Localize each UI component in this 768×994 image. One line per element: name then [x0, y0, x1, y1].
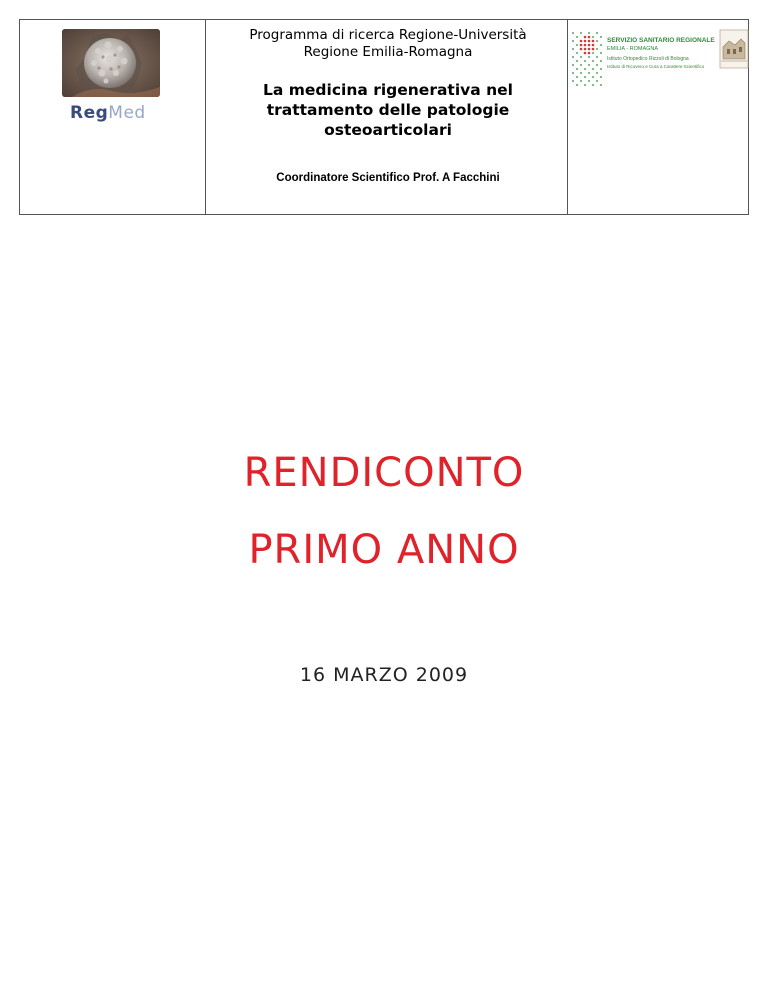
ssr-dot: [576, 76, 578, 78]
ssr-dot: [572, 80, 574, 82]
ssr-dot: [576, 84, 578, 86]
ssr-dot: [592, 40, 595, 43]
ssr-dot: [576, 36, 578, 38]
ssr-dot: [576, 44, 578, 46]
ssr-dot: [588, 52, 591, 55]
ssr-dot: [592, 44, 595, 47]
ssr-dot: [588, 40, 591, 43]
ssr-dot: [600, 60, 602, 62]
program-line-2: Regione Emilia-Romagna: [303, 44, 473, 60]
ssr-dot: [600, 84, 602, 86]
ssr-dot: [592, 52, 594, 54]
ssr-dot: [580, 72, 582, 74]
coordinator-line: Coordinatore Scientifico Prof. A Facchini: [276, 172, 500, 184]
ssr-dot: [572, 48, 574, 50]
ssr-dot: [584, 40, 587, 43]
ssr-dot: [584, 36, 587, 39]
ssr-dot: [576, 52, 578, 54]
ssr-dot: [584, 84, 586, 86]
ssr-dot: [592, 36, 594, 38]
ssr-dot: [580, 80, 582, 82]
ssr-dot: [600, 52, 602, 54]
regmed-wordmark-reg: Reg: [70, 103, 109, 123]
ssr-dot: [596, 56, 598, 58]
title-line-3: osteoarticolari: [324, 121, 452, 139]
regmed-wordmark-med: Med: [108, 103, 146, 123]
ssr-dot: [572, 40, 574, 42]
ssr-dot: [584, 52, 587, 55]
ssr-dot: [588, 44, 591, 47]
ssr-line-3: Istituto Ortopedico Rizzoli di Bologna: [607, 56, 689, 62]
title-line-2: trattamento delle patologie: [266, 101, 510, 119]
ssr-dot: [580, 64, 582, 66]
header-divider-left: [205, 20, 206, 214]
ssr-dot: [588, 80, 590, 82]
ssr-dot: [600, 44, 602, 46]
ssr-dot-grid-icon: [571, 31, 607, 87]
ssr-dot: [596, 40, 598, 42]
header-table: [19, 19, 749, 215]
rizzoli-building-icon: [719, 29, 749, 69]
ssr-line-2: EMILIA - ROMAGNA: [607, 46, 659, 52]
report-date: 16 MARZO 2009: [299, 664, 469, 686]
ssr-dot: [596, 48, 598, 50]
ssr-dot: [592, 48, 595, 51]
regmed-logo: [62, 29, 160, 131]
ssr-dot: [588, 56, 590, 58]
ssr-dot: [576, 68, 578, 70]
ssr-dot: [588, 32, 590, 34]
report-title-line-1: RENDICONTO: [243, 450, 525, 496]
ssr-line-1: SERVIZIO SANITARIO REGIONALE: [607, 37, 715, 44]
ssr-dot: [592, 76, 594, 78]
regmed-cell-micrograph-icon: [62, 29, 160, 97]
ssr-line-4: Istituto di Ricovero e Cura a Carattere Scientifico: [607, 64, 705, 69]
regmed-wordmark: [70, 103, 146, 123]
report-title-line-2: PRIMO ANNO: [248, 527, 520, 573]
ssr-dot: [600, 36, 602, 38]
ssr-dot: [588, 48, 591, 51]
ssr-dot: [576, 60, 578, 62]
ssr-dot: [572, 64, 574, 66]
ssr-dot: [572, 72, 574, 74]
ssr-dot: [584, 76, 586, 78]
ssr-dot: [580, 56, 582, 58]
ssr-dot: [572, 56, 574, 58]
ssr-dot: [588, 36, 591, 39]
ssr-dot: [584, 44, 587, 47]
program-line-1: Programma di ricerca Regione-Università: [249, 27, 527, 43]
ssr-dot: [584, 68, 586, 70]
ssr-logo: [571, 29, 751, 89]
ssr-dot: [588, 64, 590, 66]
ssr-dot: [596, 32, 598, 34]
ssr-dot: [580, 48, 583, 51]
ssr-dot: [580, 44, 583, 47]
ssr-dot: [596, 80, 598, 82]
ssr-dot: [584, 60, 586, 62]
ssr-dot: [600, 68, 602, 70]
ssr-dot: [592, 68, 594, 70]
ssr-dot: [580, 40, 583, 43]
program-heading: [207, 27, 569, 61]
ssr-dot: [596, 64, 598, 66]
ssr-dot: [580, 32, 582, 34]
ssr-dot: [592, 84, 594, 86]
title-line-1: La medicina rigenerativa nel: [263, 81, 513, 99]
ssr-dot: [600, 76, 602, 78]
document-title: [207, 80, 569, 140]
ssr-dot: [584, 48, 587, 51]
ssr-dot: [592, 60, 594, 62]
ssr-dot: [588, 72, 590, 74]
ssr-dot: [596, 72, 598, 74]
ssr-dot: [572, 32, 574, 34]
